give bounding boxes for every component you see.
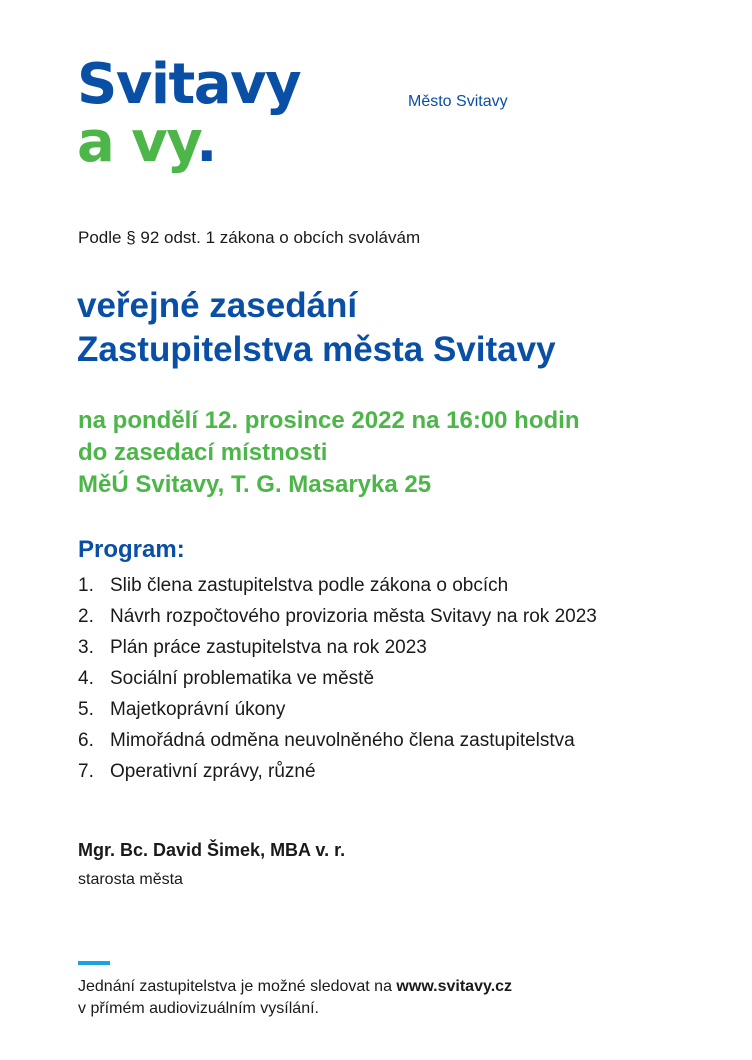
list-item-number: 2. <box>78 606 94 627</box>
meeting-date: na pondělí 12. prosince 2022 na 16:00 hodin <box>78 407 580 434</box>
footer-text: Jednání zastupitelstva je možné sledovat na <box>78 978 397 995</box>
list-item-number: 3. <box>78 637 94 658</box>
website-link[interactable]: www.svitavy.cz <box>396 978 513 995</box>
logo-line-a-vy <box>77 110 300 175</box>
signer-role: starosta města <box>78 871 183 888</box>
list-item <box>78 694 597 725</box>
headline-line-1: veřejné zasedání <box>77 286 358 325</box>
list-item-text: Operativní zprávy, různé <box>110 761 316 782</box>
list-item-number: 5. <box>78 699 94 720</box>
list-item <box>78 601 597 632</box>
footer-divider <box>78 961 110 965</box>
list-item <box>78 756 597 787</box>
list-item-number: 1. <box>78 575 94 596</box>
city-label: Město Svitavy <box>408 93 508 110</box>
list-item <box>78 632 597 663</box>
meeting-date-place <box>78 405 580 501</box>
meeting-address: MěÚ Svitavy, T. G. Masaryka 25 <box>78 471 432 498</box>
list-item-text: Mimořádná odměna neuvolněného člena zastupitelstva <box>110 730 575 751</box>
list-item <box>78 725 597 756</box>
list-item-number: 7. <box>78 761 94 782</box>
list-item-text: Návrh rozpočtového provizoria města Svitavy na rok 2023 <box>110 606 597 627</box>
list-item-text: Majetkoprávní úkony <box>110 699 286 720</box>
intro-text: Podle § 92 odst. 1 zákona o obcích svolávám <box>78 228 421 247</box>
logo-a-vy-text: a vy <box>77 110 197 175</box>
list-item-text: Sociální problematika ve městě <box>110 668 375 689</box>
logo-line-svitavy: Svitavy <box>77 52 301 117</box>
list-item <box>78 570 597 601</box>
program-list <box>78 570 597 787</box>
signer-name: Mgr. Bc. David Šimek, MBA v. r. <box>78 840 346 860</box>
list-item-number: 6. <box>78 730 94 751</box>
list-item-number: 4. <box>78 668 94 689</box>
list-item-text: Slib člena zastupitelstva podle zákona o obcích <box>110 575 509 596</box>
svitavy-logo <box>77 52 301 175</box>
footer-line-2: v přímém audiovizuálním vysílání. <box>78 1000 319 1017</box>
page-title <box>77 284 556 372</box>
meeting-room: do zasedací místnosti <box>78 439 328 466</box>
list-item-text: Plán práce zastupitelstva na rok 2023 <box>110 637 427 658</box>
headline-line-2: Zastupitelstva města Svitavy <box>77 330 556 369</box>
program-title: Program: <box>78 536 185 563</box>
footer-line-1 <box>78 976 512 998</box>
footer-note <box>78 976 512 1020</box>
logo-dot: . <box>196 110 216 175</box>
list-item <box>78 663 597 694</box>
